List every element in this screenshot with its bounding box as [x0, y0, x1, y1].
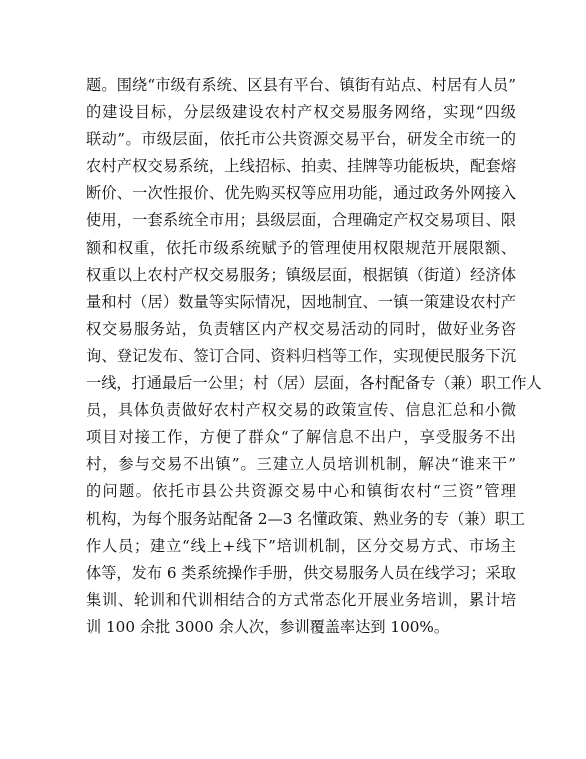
paragraph-line-8: 权重以上农村产权交易服务；镇级层面，根据镇（街道）经济体 — [86, 265, 516, 284]
paragraph-line-16: 的问题。依托市县公共资源交易中心和镇街农村“三资”管理 — [86, 482, 516, 501]
paragraph-line-2: 的建设目标，分层级建设农村产权交易服务网络，实现“四级 — [86, 103, 516, 122]
paragraph-line-13: 员，具体负责做好农村产权交易的政策宣传、信息汇总和小微 — [86, 401, 516, 420]
paragraph-line-11: 询、登记发布、签订合同、资料归档等工作，实现便民服务下沉 — [86, 346, 516, 365]
paragraph-line-7: 额和权重，依托市级系统赋予的管理使用权限规范开展限额、 — [86, 238, 516, 257]
body-paragraph — [86, 72, 542, 641]
paragraph-line-17: 机构，为每个服务站配备 2—3 名懂政策、熟业务的专（兼）职工 — [86, 509, 526, 528]
paragraph-line-12: 一线，打通最后一公里；村（居）层面，各村配备专（兼）职工作人 — [86, 374, 542, 393]
paragraph-line-5: 断价、一次性报价、优先购买权等应用功能，通过政务外网接入 — [86, 184, 516, 203]
paragraph-line-4: 农村产权交易系统，上线招标、拍卖、挂牌等功能板块，配套熔 — [86, 157, 516, 176]
paragraph-line-19: 体等，发布 6 类系统操作手册，供交易服务人员在线学习；采取 — [86, 563, 516, 582]
paragraph-line-10: 权交易服务站，负责辖区内产权交易活动的同时，做好业务咨 — [86, 319, 516, 338]
paragraph-line-15: 村，参与交易不出镇”。三建立人员培训机制，解决“谁来干” — [86, 455, 516, 474]
paragraph-line-3: 联动”。市级层面，依托市公共资源交易平台，研发全市统一的 — [86, 130, 516, 149]
paragraph-line-1: 题。围绕“市级有系统、区县有平台、镇街有站点、村居有人员” — [86, 76, 516, 94]
paragraph-line-6: 使用，一套系统全市用；县级层面，合理确定产权交易项目、限 — [86, 211, 516, 230]
paragraph-line-9: 量和村（居）数量等实际情况，因地制宜、一镇一策建设农村产 — [86, 292, 516, 311]
paragraph-line-14: 项目对接工作，方便了群众“了解信息不出户，享受服务不出 — [86, 428, 516, 447]
paragraph-line-18: 作人员；建立“线上+线下”培训机制，区分交易方式、市场主 — [86, 536, 516, 555]
paragraph-line-20: 集训、轮训和代训相结合的方式常态化开展业务培训，累计培 — [86, 590, 516, 609]
paragraph-line-21: 训 100 余批 3000 余人次，参训覆盖率达到 100%。 — [86, 617, 450, 636]
